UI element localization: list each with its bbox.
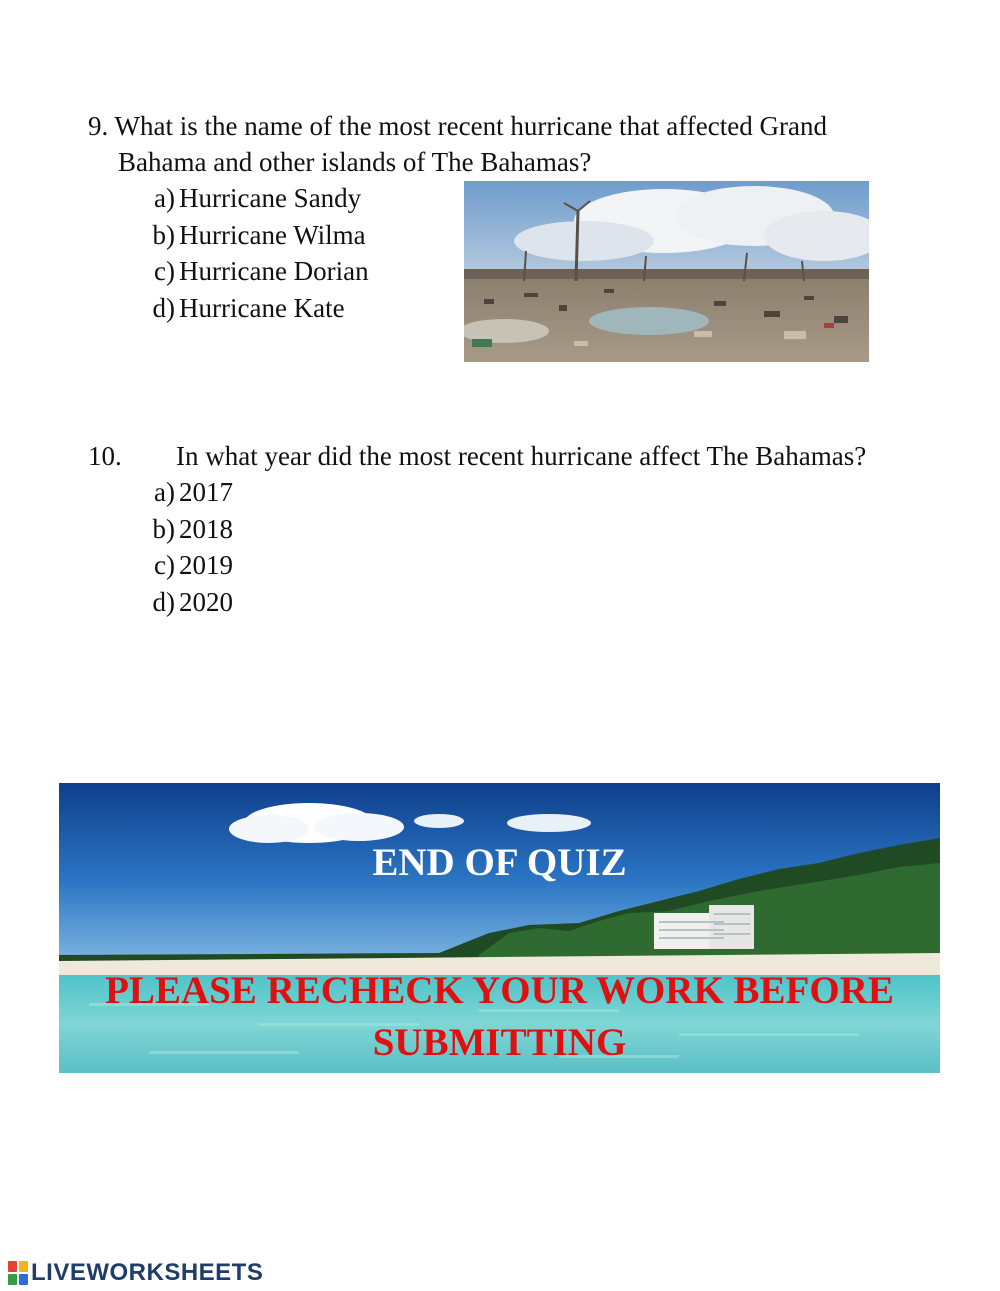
question-9-text-line1: 9. What is the name of the most recent hurricane that affected Grand [88, 111, 827, 141]
question-10-option-b[interactable] [146, 511, 233, 547]
option-label: b) [152, 514, 175, 544]
question-9-option-c[interactable] [146, 253, 369, 289]
option-label: d) [152, 587, 175, 617]
option-label: a) [154, 477, 175, 507]
liveworksheets-logo[interactable] [8, 1258, 263, 1288]
option-label: c) [154, 256, 175, 286]
question-10-text: In what year did the most recent hurricane affect The Bahamas? [176, 441, 867, 471]
option-text: 2019 [179, 550, 233, 580]
option-text: 2018 [179, 514, 233, 544]
recheck-warning-line1: PLEASE RECHECK YOUR WORK BEFORE [105, 969, 894, 1012]
end-of-quiz-title: END OF QUIZ [372, 841, 627, 884]
end-of-quiz-banner [59, 783, 940, 1073]
option-text: Hurricane Wilma [179, 220, 366, 250]
option-label: a) [154, 183, 175, 213]
liveworksheets-logo-icon [8, 1261, 28, 1285]
option-text: Hurricane Dorian [179, 256, 369, 286]
question-9-option-a[interactable] [146, 180, 361, 216]
question-10-option-c[interactable] [146, 547, 233, 583]
question-10-option-d[interactable] [146, 584, 233, 620]
option-text: 2017 [179, 477, 233, 507]
option-text: 2020 [179, 587, 233, 617]
option-label: d) [152, 293, 175, 323]
question-9-option-b[interactable] [146, 217, 366, 253]
option-label: c) [154, 550, 175, 580]
recheck-warning-line2: SUBMITTING [372, 1021, 627, 1064]
question-10-option-a[interactable] [146, 474, 233, 510]
hurricane-damage-photo [464, 181, 869, 362]
liveworksheets-brand-text: LIVEWORKSHEETS [31, 1259, 264, 1286]
question-9-text-line2: Bahama and other islands of The Bahamas? [118, 147, 592, 177]
question-9-option-d[interactable] [146, 290, 345, 326]
option-text: Hurricane Kate [179, 293, 345, 323]
recheck-warning [59, 965, 940, 1069]
option-text: Hurricane Sandy [179, 183, 362, 213]
option-label: b) [152, 220, 175, 250]
question-10-number: 10. [88, 441, 122, 471]
